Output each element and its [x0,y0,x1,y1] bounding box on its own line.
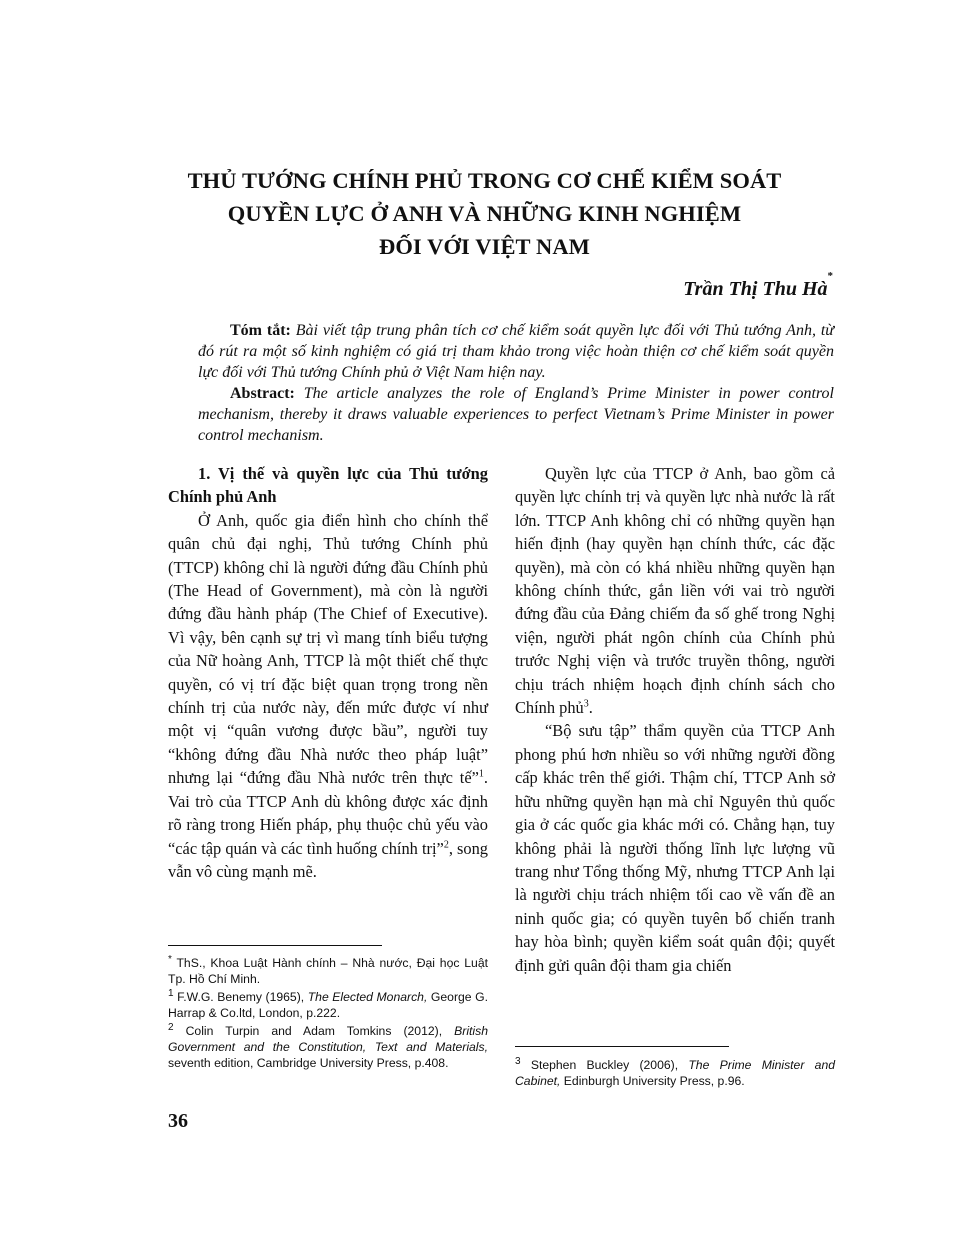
footnote-2 [168,1023,488,1072]
footnote-1-text-a: F.W.G. Benemy (1965), [173,989,308,1004]
right-paragraph-2: “Bộ sưu tập” thẩm quyền của TTCP Anh phong phú hơn nhiều so với những người đồng cấp khác trên thế giới. Thậm chí, TTCP Anh sở hữu những quyền hạn mà chỉ Nguyên thủ quốc gia ở các quốc gia khác mới có. Chẳng hạn, tuy không phải là người thống lĩnh lực lượng vũ trang như Tổng thống Mỹ, nhưng TTCP Anh lại là người chịu trách nhiệm tối cao về vấn đề an ninh quốc gia; có quyền tuyên bố chiến tranh hay hòa bình; quyền kiểm soát quân đội; quyết định gửi quân đội tham gia chiến [515,721,835,975]
section-heading: 1. Vị thế và quyền lực của Thủ tướng Chính phủ Anh [168,464,488,507]
right-paragraph-1 [515,462,835,719]
footnote-separator-right [515,1046,729,1047]
author-name: Trần Thị Thu Hà [683,278,828,300]
left-paragraph [168,509,488,884]
footnote-author-text: ThS., Khoa Luật Hành chính – Nhà nước, Đại học Luật Tp. Hồ Chí Minh. [168,956,488,987]
footnotes-left [168,955,488,1073]
footnotes-right [515,1057,835,1091]
footnote-1-title: The Elected Monarch, [307,989,428,1004]
article-title [120,164,849,263]
footnote-1 [168,989,488,1022]
footnote-separator-left [168,945,382,946]
abstract-vietnamese [198,320,834,383]
abstract-vi-label: Tóm tắt: [230,322,291,339]
abstract-en-text: The article analyzes the role of England’s Prime Minister in power control mechanism, thereby it draws valuable experiences to perfect Vietnam’s Prime Minister in power control mechanism. [198,385,834,444]
footnote-2-title: British Government and the Constitution, Text and Materials, [168,1023,488,1055]
title-line-1: THỦ TƯỚNG CHÍNH PHỦ TRONG CƠ CHẾ KIỂM SOÁT [187,168,782,193]
title-line-2: QUYỀN LỰC Ở ANH VÀ NHỮNG KINH NGHIỆM [227,201,742,226]
footnote-author [168,955,488,988]
footnote-2-text-b: seventh edition, Cambridge University Press, p.408. [168,1056,449,1071]
footnote-1-text-b: George G. Harrap & Co.ltd, London, p.222. [168,989,488,1021]
footnote-1-mark: 1 [168,987,174,999]
footnote-star-mark: * [168,953,172,965]
abstract-en-label: Abstract: [230,385,295,402]
author [683,270,833,301]
right-paragraph-1-text-a: Quyền lực của TTCP ở Anh, bao gồm cả quyền lực chính trị và quyền lực nhà nước là rất lớn. TTCP Anh không chỉ có những quyền hạn hiến định (hay quyền hạn chính thức, các đặc quyền), mà còn có khá nhiều những quyền hạn không chính thức, gắn liền với vai trò người đứng đầu của Đảng chiếm đa số ghế trong Nghị viện, người phát ngôn chính của Chính phủ trước Nghị viện và trước truyền thông, người chịu trách nhiệm hoạch định chính sách cho Chính phủ [515,464,835,718]
abstract-english [198,383,834,446]
footnote-ref-1: 1 [478,768,484,780]
abstract-block [198,320,834,446]
footnote-3-text-a: Stephen Buckley (2006), [520,1058,689,1072]
abstract-vi-text: Bài viết tập trung phân tích cơ chế kiểm soát quyền lực đối với Thủ tướng Anh, từ đó rút ra một số kinh nghiệm có giá trị tham khảo trong việc hoàn thiện cơ chế kiểm soát quyền lực đối với Thủ tướng Chính phủ ở Việt Nam hiện nay. [198,322,834,381]
footnote-3-text-b: Edinburgh University Press, p.96. [560,1074,745,1089]
author-footnote-mark: * [827,270,833,282]
footnote-3-mark: 3 [515,1055,521,1067]
left-paragraph-text-c: , song vẫn vô cùng mạnh mẽ. [168,838,488,881]
footnote-ref-3: 3 [583,698,589,710]
footnote-3 [515,1057,835,1090]
page-number: 36 [168,1110,188,1132]
left-column [168,462,488,883]
right-paragraph-1-text-b: . [588,698,593,718]
footnote-ref-2: 2 [443,839,449,851]
right-column [515,462,835,977]
footnote-3-title: The Prime Minister and Cabinet, [515,1058,835,1089]
footnote-2-text-a: Colin Turpin and Adam Tomkins (2012), [173,1023,455,1038]
left-paragraph-text-a: Ở Anh, quốc gia điển hình cho chính thể quân chủ đại nghị, Thủ tướng Chính phủ (TTCP) không chỉ là người đứng đầu Chính phủ (The Head of Government), mà còn là người đứng đầu hành pháp (The Chief of Executive). Vì vậy, bên cạnh sự trị vì mang tính biểu tượng của Nữ hoàng Anh, TTCP là một thiết chế thực quyền, có vị trí đặc biệt quan trọng trong nền chính trị của nước này, đến mức được ví như một vị “quân vương được bầu”, người tuy “không đứng đầu Nhà nước theo pháp luật” nhưng lại “đứng đầu Nhà nước trên thực tế” [168,510,488,788]
left-paragraph-text-b: . Vai trò của TTCP Anh dù không được xác định rõ ràng trong Hiến pháp, phụ thuộc chủ yếu vào “các tập quán và các tình huống chính trị” [168,768,488,858]
title-line-3: ĐỐI VỚI VIỆT NAM [378,234,591,259]
footnote-2-mark: 2 [168,1021,174,1033]
